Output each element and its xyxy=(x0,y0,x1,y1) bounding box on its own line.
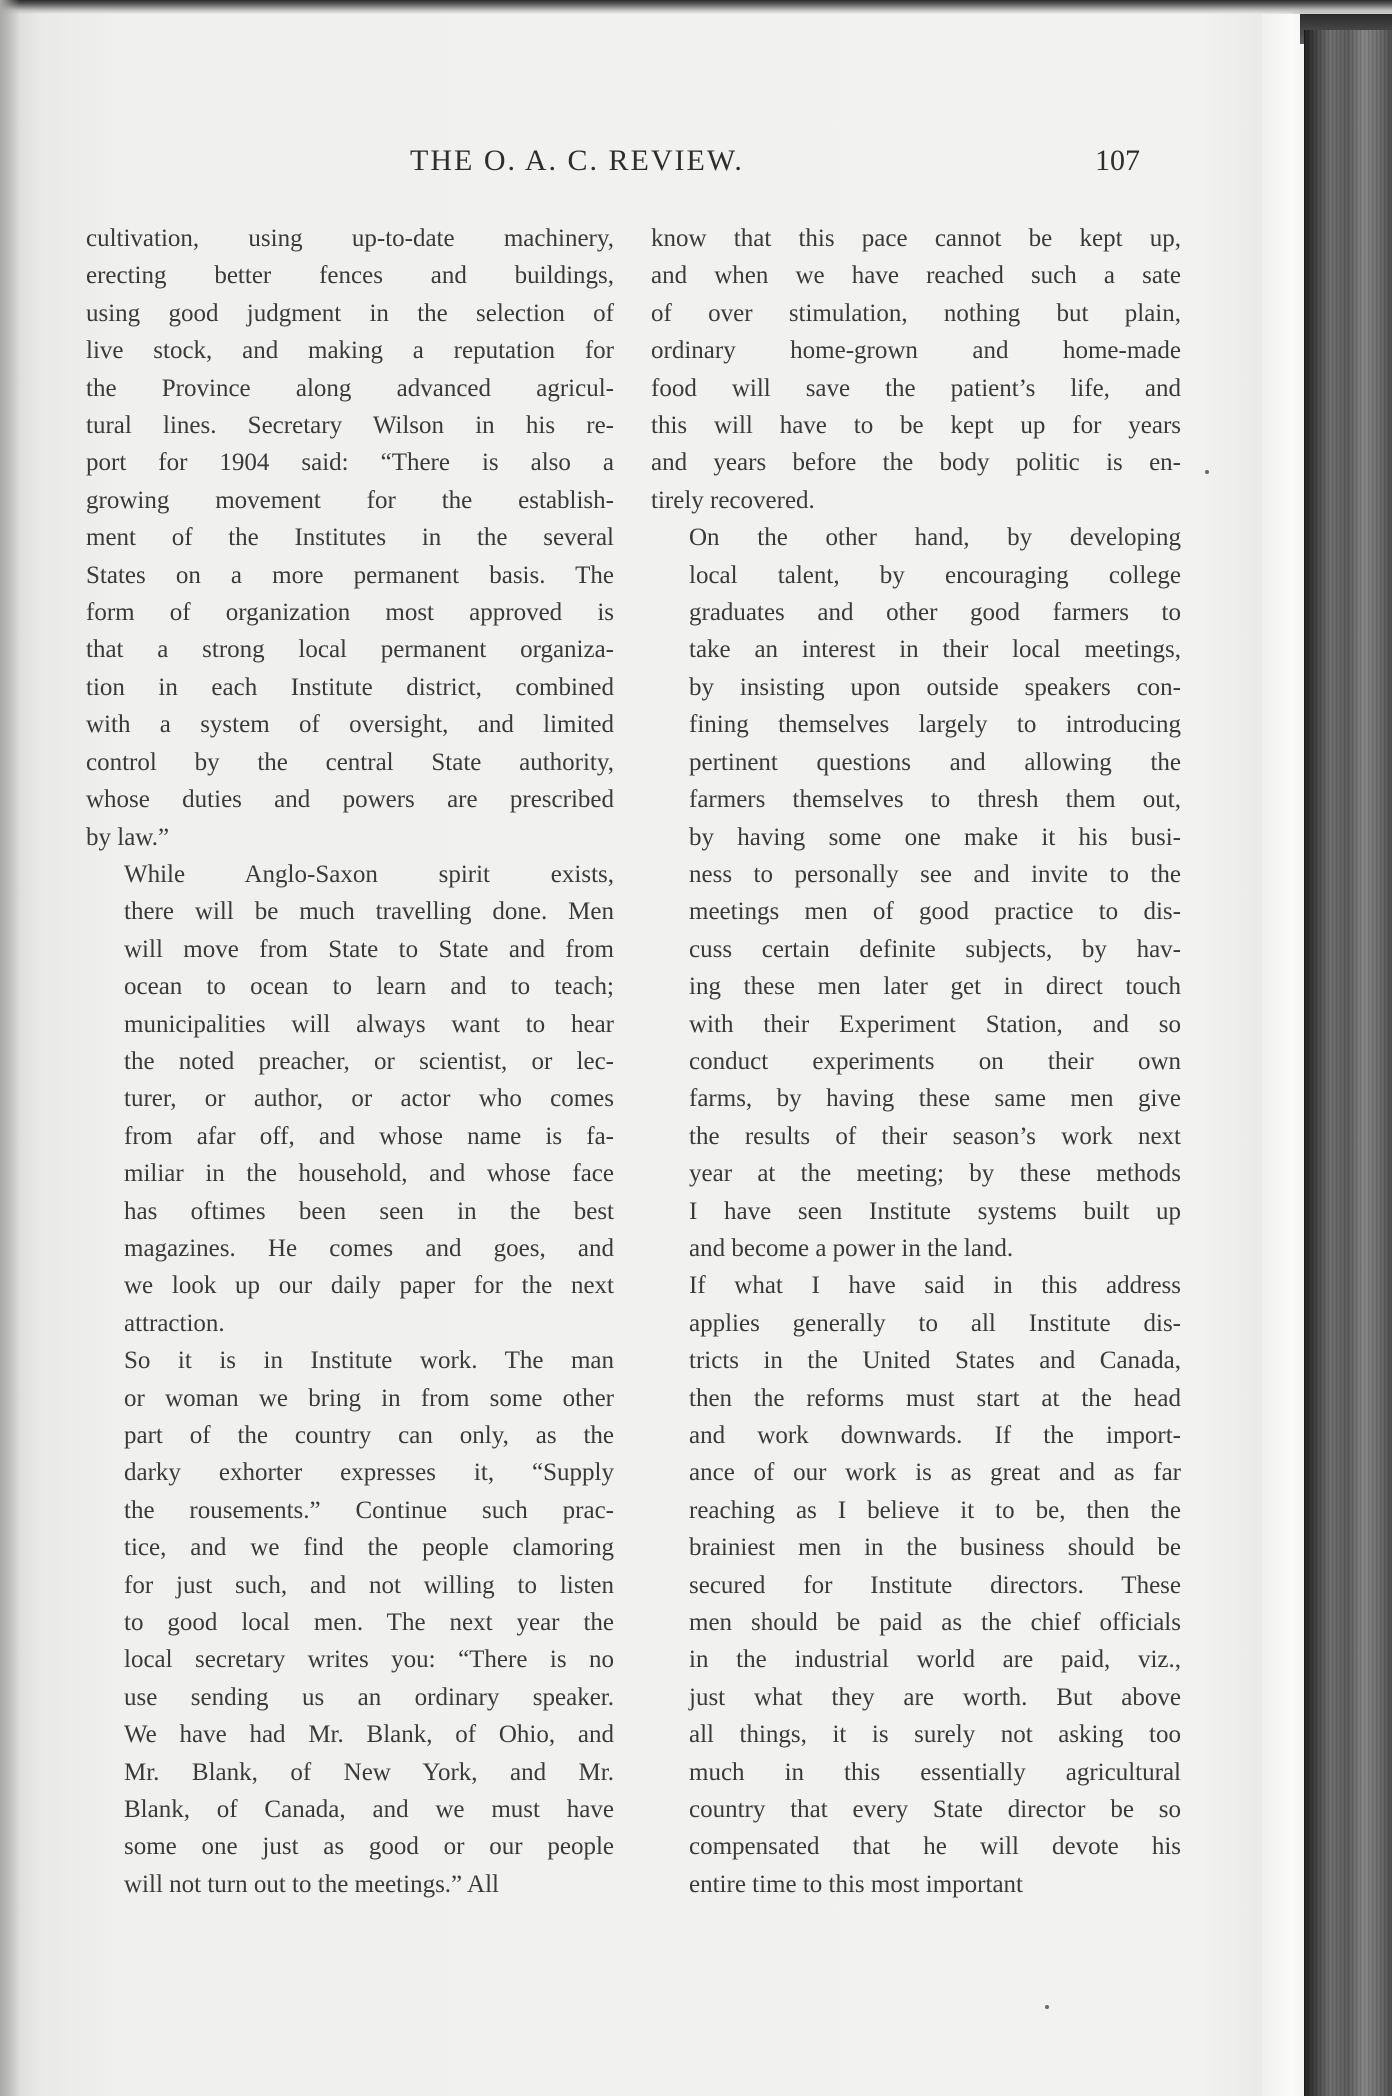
text-line: take an interest in their local meetings, xyxy=(689,636,1181,664)
text-line: If what I have said in this address xyxy=(689,1272,1181,1300)
text-line: part of the country can only, as the xyxy=(124,1422,614,1449)
text-line: live stock, and making a reputation for xyxy=(86,337,614,365)
text-line: with their Experiment Station, and so xyxy=(689,1010,1181,1038)
text-line: Mr. Blank, of New York, and Mr. xyxy=(124,1758,614,1786)
text-line: tricts in the United States and Canada, xyxy=(689,1347,1181,1375)
paragraph xyxy=(651,220,1181,519)
text-line: entire time to this most important xyxy=(689,1870,1023,1898)
text-line: tirely recovered. xyxy=(651,486,815,514)
text-line: municipalities will always want to hear xyxy=(124,1010,614,1038)
text-line: of over stimulation, nothing but plain, xyxy=(651,299,1181,327)
text-line: ordinary home-grown and home-made xyxy=(651,337,1181,365)
text-line: food will save the patient’s life, and xyxy=(651,374,1181,402)
text-line: year at the meeting; by these methods xyxy=(689,1160,1181,1188)
text-line: erecting better fences and buildings, xyxy=(86,262,614,290)
text-line: magazines. He comes and goes, and xyxy=(124,1234,614,1262)
text-line: we look up our daily paper for the next xyxy=(124,1272,614,1300)
dust-speck xyxy=(1205,470,1209,474)
right-column xyxy=(651,220,1181,1903)
text-line: We have had Mr. Blank, of Ohio, and xyxy=(124,1721,614,1749)
text-line: While Anglo-Saxon spirit exists, xyxy=(124,860,614,888)
text-line: darky exhorter expresses it, “Supply xyxy=(124,1459,614,1487)
text-line: form of organization most approved is xyxy=(86,599,614,627)
paragraph xyxy=(86,220,614,856)
text-line: meetings men of good practice to dis- xyxy=(689,898,1181,926)
text-line: the noted preacher, or scientist, or lec- xyxy=(124,1047,614,1075)
text-line: there will be much travelling done. Men xyxy=(124,898,614,926)
text-line: ing these men later get in direct touch xyxy=(689,973,1181,1001)
text-line: men should be paid as the chief officials xyxy=(689,1609,1181,1637)
journal-title: THE O. A. C. REVIEW. xyxy=(410,144,744,177)
text-line: all things, it is surely not asking too xyxy=(689,1721,1181,1749)
paragraph xyxy=(86,856,614,1342)
text-line: tion in each Institute district, combined xyxy=(86,673,614,701)
text-line: applies generally to all Institute dis- xyxy=(689,1309,1181,1337)
text-line: by having some one make it his busi- xyxy=(689,823,1181,851)
text-line: ment of the Institutes in the several xyxy=(86,524,614,552)
text-line: and become a power in the land. xyxy=(689,1234,1014,1262)
paragraph xyxy=(86,1342,614,1903)
book-page-edges xyxy=(1304,30,1392,2096)
text-line: this will have to be kept up for years xyxy=(651,412,1181,440)
text-line: tice, and we find the people clamoring xyxy=(124,1534,614,1562)
text-line: some one just as good or our people xyxy=(124,1833,614,1861)
text-line: tural lines. Secretary Wilson in his re- xyxy=(86,412,614,440)
text-line: for just such, and not willing to listen xyxy=(124,1571,614,1599)
text-line: farmers themselves to thresh them out, xyxy=(689,786,1181,814)
text-line: compensated that he will devote his xyxy=(689,1833,1181,1861)
left-column xyxy=(86,220,614,1903)
text-line: country that every State director be so xyxy=(689,1796,1181,1824)
text-line: miliar in the household, and whose face xyxy=(124,1160,614,1188)
text-line: from afar off, and whose name is fa- xyxy=(124,1122,614,1150)
text-line: ance of our work is as great and as far xyxy=(689,1459,1181,1487)
text-line: then the reforms must start at the head xyxy=(689,1384,1181,1412)
text-line: growing movement for the establish- xyxy=(86,486,614,514)
text-line: or woman we bring in from some other xyxy=(124,1384,614,1412)
text-line: by law.” xyxy=(86,823,170,851)
text-line: and when we have reached such a sate xyxy=(651,262,1181,290)
text-line: turer, or author, or actor who comes xyxy=(124,1085,614,1113)
dust-speck xyxy=(1045,2005,1049,2009)
text-line: local talent, by encouraging college xyxy=(689,561,1181,589)
text-line: that a strong local permanent organiza- xyxy=(86,636,614,664)
text-line: the Province along advanced agricul- xyxy=(86,374,614,402)
text-line: much in this essentially agricultural xyxy=(689,1758,1181,1786)
text-line: and work downwards. If the import- xyxy=(689,1422,1181,1449)
text-line: has oftimes been seen in the best xyxy=(124,1197,614,1225)
text-line: graduates and other good farmers to xyxy=(689,599,1181,627)
gutter-shadow xyxy=(0,0,20,2096)
text-line: just what they are worth. But above xyxy=(689,1683,1181,1711)
text-line: I have seen Institute systems built up xyxy=(689,1197,1181,1225)
text-line: States on a more permanent basis. The xyxy=(86,561,614,589)
text-line: by insisting upon outside speakers con- xyxy=(689,673,1181,701)
running-head xyxy=(80,144,1140,188)
text-line: conduct experiments on their own xyxy=(689,1047,1181,1075)
text-line: pertinent questions and allowing the xyxy=(689,748,1181,776)
text-line: cuss certain definite subjects, by hav- xyxy=(689,935,1181,963)
text-line: the rousements.” Continue such prac- xyxy=(124,1496,614,1524)
text-line: So it is in Institute work. The man xyxy=(124,1347,614,1375)
text-line: ness to personally see and invite to the xyxy=(689,860,1181,888)
text-line: use sending us an ordinary speaker. xyxy=(124,1683,614,1711)
text-line: control by the central State authority, xyxy=(86,748,614,776)
text-line: know that this pace cannot be kept up, xyxy=(651,225,1181,252)
text-line: ocean to ocean to learn and to teach; xyxy=(124,973,614,1001)
text-line: and years before the body politic is en- xyxy=(651,449,1181,477)
text-line: cultivation, using up-to-date machinery, xyxy=(86,225,614,252)
text-line: the results of their season’s work next xyxy=(689,1122,1181,1150)
text-line: will move from State to State and from xyxy=(124,935,614,963)
text-line: reaching as I believe it to be, then the xyxy=(689,1496,1181,1524)
text-line: On the other hand, by developing xyxy=(689,524,1181,552)
text-line: farms, by having these same men give xyxy=(689,1085,1181,1113)
text-line: to good local men. The next year the xyxy=(124,1609,614,1637)
text-line: fining themselves largely to introducing xyxy=(689,711,1181,739)
text-line: attraction. xyxy=(124,1309,225,1337)
text-line: local secretary writes you: “There is no xyxy=(124,1646,614,1674)
right-margin xyxy=(1262,14,1304,2096)
text-line: using good judgment in the selection of xyxy=(86,299,614,327)
text-line: will not turn out to the meetings.” All xyxy=(124,1870,499,1898)
paragraph xyxy=(651,519,1181,1267)
text-line: secured for Institute directors. These xyxy=(689,1571,1181,1599)
paragraph xyxy=(651,1267,1181,1903)
text-line: brainiest men in the business should be xyxy=(689,1534,1181,1562)
page-top-edge xyxy=(0,0,1392,14)
text-line: whose duties and powers are prescribed xyxy=(86,786,614,814)
text-line: Blank, of Canada, and we must have xyxy=(124,1796,614,1824)
text-line: in the industrial world are paid, viz., xyxy=(689,1646,1181,1674)
page-number: 107 xyxy=(1095,144,1140,177)
text-line: port for 1904 said: “There is also a xyxy=(86,449,614,477)
text-line: with a system of oversight, and limited xyxy=(86,711,614,739)
